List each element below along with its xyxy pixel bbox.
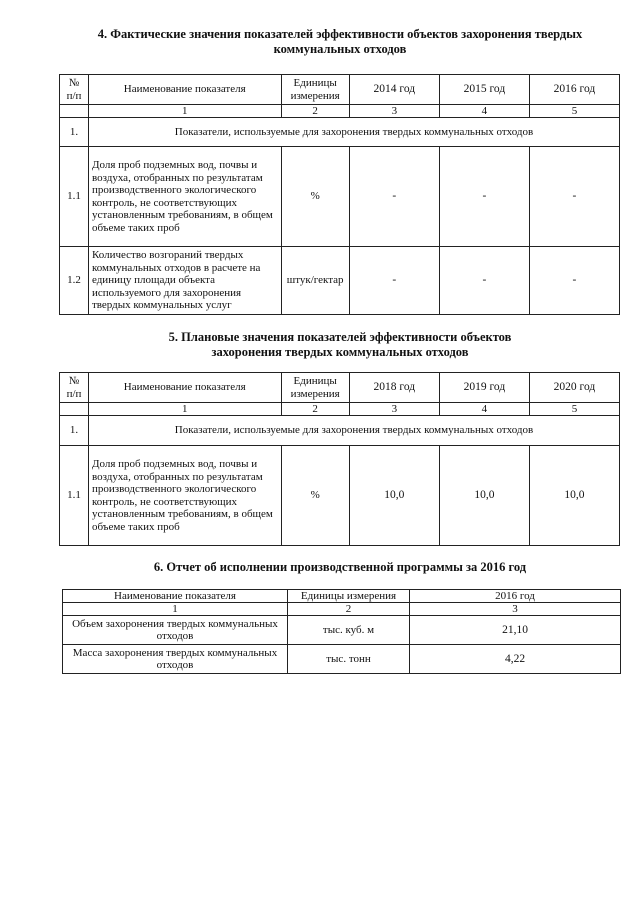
table-row [60,446,620,546]
group-row [60,416,620,446]
header-year-3: 2020 год [529,373,619,403]
table-header-row [63,590,621,603]
table-row [63,645,621,674]
colnum-2: 2 [281,105,349,118]
row-num: 1.2 [60,247,89,315]
header-name: Наименование показателя [88,373,281,403]
table-row [60,147,620,247]
group-label: Показатели, используемые для захоронения твердых коммунальных отходов [88,416,619,446]
row-unit: % [281,446,349,546]
group-label: Показатели, используемые для захоронения твердых коммунальных отходов [88,118,619,147]
section6-title-line: 6. Отчет об исполнении производственной программы за 2016 год [153,560,527,574]
header-unit: Единицы измерения [288,590,410,603]
row-unit: % [281,147,349,247]
row-value-1: - [349,247,439,315]
header-unit: Единицы измерения [281,373,349,403]
row-num: 1.1 [60,147,89,247]
section5-table [59,372,620,546]
row-name: Количество возгораний твердых коммунальных отходов в расчете на единицу площади объекта используемого для захоронения твердых коммунальных услуг [88,247,281,315]
column-number-row [63,603,621,616]
colnum-1: 1 [88,403,281,416]
row-value-2: 10,0 [439,446,529,546]
colnum-1: 1 [63,603,288,616]
header-name: Наименование показателя [88,75,281,105]
row-value-1: - [349,147,439,247]
colnum-1: 1 [88,105,281,118]
row-name: Доля проб подземных вод, почвы и воздуха, отобранных по результатам производственного экологического контроль, не соответствующих установленным требованиям, в общем объеме таких проб [88,446,281,546]
row-value-2: - [439,247,529,315]
group-row [60,118,620,147]
section5-title [60,330,620,360]
colnum-3: 3 [349,105,439,118]
header-year-3: 2016 год [529,75,619,105]
colnum-empty [60,403,89,416]
row-num: 1.1 [60,446,89,546]
column-number-row [60,403,620,416]
header-year: 2016 год [410,590,621,603]
row-unit: штук/гектар [281,247,349,315]
colnum-3: 3 [349,403,439,416]
header-num: № п/п [60,75,89,105]
colnum-4: 4 [439,105,529,118]
row-value-2: - [439,147,529,247]
header-name: Наименование показателя [63,590,288,603]
colnum-2: 2 [288,603,410,616]
header-year-2: 2015 год [439,75,529,105]
colnum-5: 5 [529,403,619,416]
section4-title [60,27,620,57]
row-name: Масса захоронения твердых коммунальных отходов [63,645,288,674]
group-num: 1. [60,118,89,147]
row-value-3: - [529,147,619,247]
row-value-3: - [529,247,619,315]
row-value-1: 10,0 [349,446,439,546]
table-row [60,247,620,315]
section5-title-line1: 5. Плановые значения показателей эффективности объектов [168,330,512,344]
colnum-5: 5 [529,105,619,118]
header-year-2: 2019 год [439,373,529,403]
section5-title-line2: захоронения твердых коммунальных отходов [211,345,469,359]
row-value: 21,10 [410,616,621,645]
group-num: 1. [60,416,89,446]
row-value-3: 10,0 [529,446,619,546]
header-year-1: 2014 год [349,75,439,105]
row-value: 4,22 [410,645,621,674]
header-num: № п/п [60,373,89,403]
section4-title-line1: 4. Фактические значения показателей эффективности объектов захоронения твердых [97,27,583,41]
table-header-row [60,75,620,105]
row-name: Доля проб подземных вод, почвы и воздуха, отобранных по результатам производственного экологического контроль, не соответствующих установленным требованиям, в общем объеме таких проб [88,147,281,247]
column-number-row [60,105,620,118]
section4-table [59,74,620,315]
section6-table [62,589,621,674]
header-unit: Единицы измерения [281,75,349,105]
row-unit: тыс. тонн [288,645,410,674]
colnum-3: 3 [410,603,621,616]
section6-title [60,560,620,575]
table-row [63,616,621,645]
row-name: Объем захоронения твердых коммунальных отходов [63,616,288,645]
header-year-1: 2018 год [349,373,439,403]
colnum-4: 4 [439,403,529,416]
table-header-row [60,373,620,403]
colnum-empty [60,105,89,118]
row-unit: тыс. куб. м [288,616,410,645]
colnum-2: 2 [281,403,349,416]
section4-title-line2: коммунальных отходов [273,42,407,56]
